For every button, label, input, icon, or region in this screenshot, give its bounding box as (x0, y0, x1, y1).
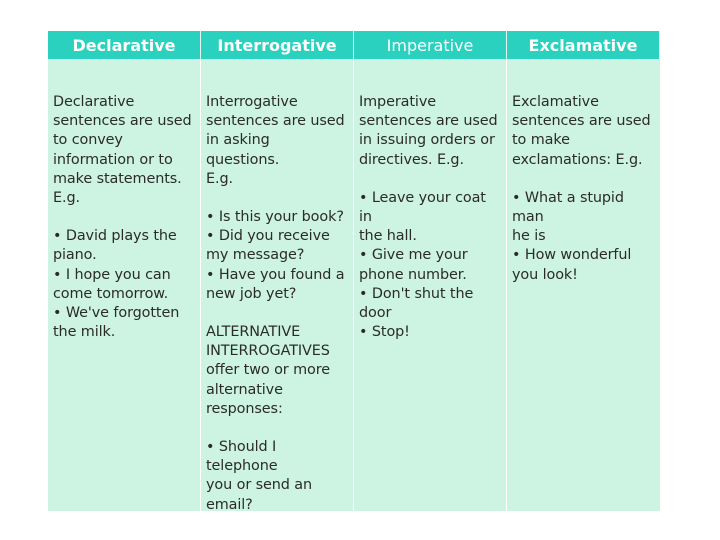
column-exclamative (507, 59, 660, 511)
interrogative-examples: • Is this your book? • Did you receive my message? • Have you found a new job yet? (206, 209, 345, 302)
header-declarative: Declarative (48, 31, 201, 59)
declarative-examples: • David plays the piano. • I hope you can come tomorrow. • We've forgotten the milk. (53, 228, 180, 341)
column-imperative (354, 59, 507, 511)
header-imperative: Imperative (354, 31, 507, 59)
interrogative-definition: Interrogative sentences are used in asking questions. E.g. (206, 94, 345, 187)
imperative-examples: • Leave your coat in the hall. • Give me your phone number. • Don't shut the door • Stop! (359, 189, 486, 341)
header-exclamative: Exclamative (507, 31, 660, 59)
sentence-types-table (48, 31, 660, 511)
header-interrogative: Interrogative (201, 31, 354, 59)
alternative-interrogatives-example: • Should I telephone you or send an email? (206, 439, 313, 513)
declarative-definition: Declarative sentences are used to convey information or to make statements. E.g. (53, 94, 192, 207)
exclamative-examples: • What a stupid man he is • How wonderful you look! (512, 189, 632, 283)
imperative-definition: Imperative sentences are used in issuing orders or directives. E.g. (359, 94, 498, 168)
column-declarative (48, 59, 201, 511)
column-interrogative (201, 59, 354, 511)
exclamative-definition: Exclamative sentences are used to make exclamations: E.g. (512, 94, 651, 168)
alternative-interrogatives-note: ALTERNATIVE INTERROGATIVES offer two or more alternative responses: (206, 324, 330, 417)
